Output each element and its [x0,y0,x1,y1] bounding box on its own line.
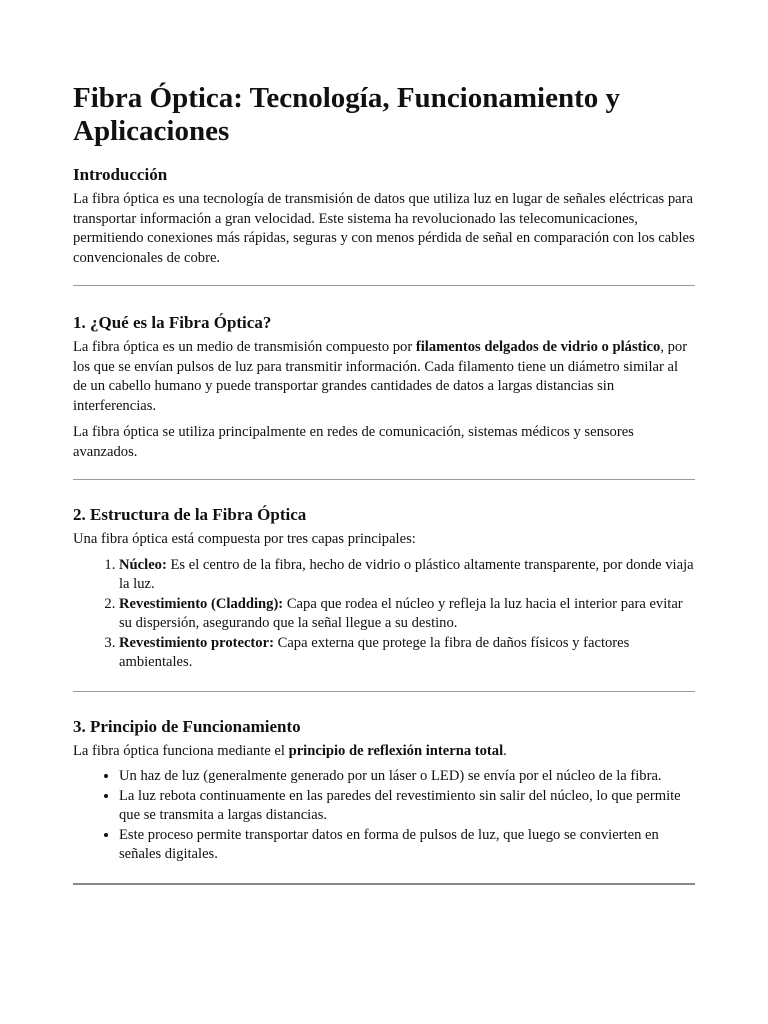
list-item-text: Capa que rodea el núcleo y refleja la luz hacia el interior para evitar su dispersión, asegurando que la señal llegue a su destino. [119,595,683,631]
section-3-heading: 3. Principio de Funcionamiento [73,716,301,736]
list-item [119,595,695,634]
section-divider [73,883,695,885]
list-item-text: Es el centro de la fibra, hecho de vidrio o plástico altamente transparente, por donde viaja la luz. [119,556,694,592]
intro-heading: Introducción [73,165,168,184]
bullet-item: • Un haz de luz (generalmente generado por un láser o LED) se envía por el núcleo de la fibra. [119,767,695,787]
section-3-text: La fibra óptica funciona mediante el [73,742,289,759]
structure-list [73,556,695,673]
section-1-text: La fibra óptica es un medio de transmisión compuesto por [73,339,416,355]
section-1-bold-text: filamentos delgados de vidrio o plástico [415,339,661,355]
bullet-item: • La luz rebota continuamente en las paredes del revestimiento sin salir del núcleo, lo que permite que se transmita a largas distancias. [119,787,695,826]
list-item [119,634,695,673]
section-divider [73,285,695,286]
list-item-term: Núcleo: [119,556,167,573]
intro-paragraph: La fibra óptica es una tecnología de transmisión de datos que utiliza luz en lugar de señales eléctricas para transportar información a gran velocidad. Este sistema ha revolucionado las telecomunicaciones, permitiendo conexiones más rápidas, seguras y con menos pérdida de señal en comparación con los cables convencionales de cobre. [73,191,695,266]
section-divider [73,479,695,480]
section-1-paragraph-1 [73,338,695,416]
section-divider [73,691,695,692]
section-2-heading: 2. Estructura de la Fibra Óptica [73,505,307,524]
section-2-intro: Una fibra óptica está compuesta por tres capas principales: [73,531,416,547]
list-item-term: Revestimiento protector: [119,634,274,651]
list-item-term: Revestimiento (Cladding): [119,595,284,612]
section-3-intro [73,742,695,762]
section-1-paragraph-2: La fibra óptica se utiliza principalmente en redes de comunicación, sistemas médicos y sensores avanzados. [73,424,634,460]
list-item-text: Capa externa que protege la fibra de daños físicos y factores ambientales. [119,634,630,670]
section-3-text: . [503,742,507,759]
section-1-text: , por los que se envían pulsos de luz para transmitir información. Cada filamento tiene un diámetro similar al de un cabello humano y puede transportar grandes cantidades de datos a largas distancias sin interferencias. [73,339,688,414]
principle-bullet-list [73,767,695,865]
list-item [119,556,695,595]
document-page [73,82,695,885]
bullet-item: • Este proceso permite transportar datos en forma de pulsos de luz, que luego se convierten en señales digitales. [119,826,695,865]
section-3-bold-text: principio de reflexión interna total [288,742,504,759]
page-title: Fibra Óptica: Tecnología, Funcionamiento y Aplicaciones [73,82,620,147]
section-1-heading: 1. ¿Qué es la Fibra Óptica? [73,313,272,332]
